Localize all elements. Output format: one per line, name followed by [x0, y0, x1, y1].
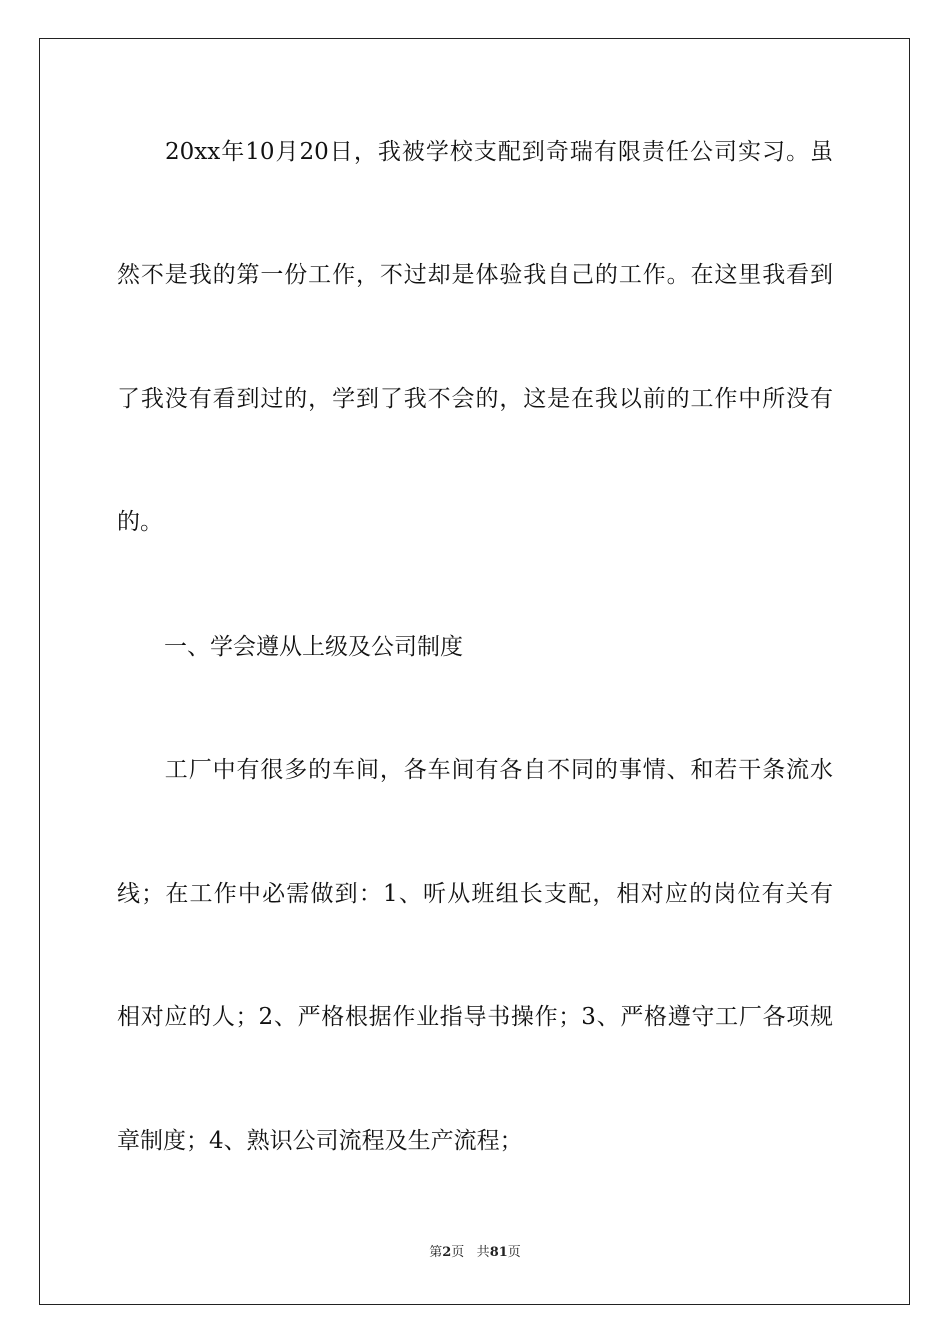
paragraph-1-line-2: 然不是我的第一份工作，不过却是体验我自己的工作。在这里我看到 [117, 262, 833, 288]
paragraph-1-line-3: 了我没有看到过的，学到了我不会的，这是在我以前的工作中所没有 [117, 386, 833, 412]
paragraph-2-line-2: 线；在工作中必需做到：1、听从班组长支配，相对应的岗位有关有 [117, 881, 833, 907]
page-border [39, 38, 910, 1305]
paragraph-2-line-4: 章制度；4、熟识公司流程及生产流程； [117, 1128, 523, 1154]
footer-total-pages: 81 [489, 1245, 508, 1260]
paragraph-2-line-1: 工厂中有很多的车间，各车间有各自不同的事情、和若干条流水 [117, 757, 833, 783]
page-footer [0, 1244, 950, 1262]
footer-page-prefix: 第 [429, 1245, 443, 1260]
paragraph-2-line-3: 相对应的人；2、严格根据作业指导书操作；3、严格遵守工厂各项规 [117, 1004, 833, 1030]
footer-total-suffix: 页 [507, 1245, 521, 1260]
paragraph-1-line-4: 的。 [117, 509, 163, 535]
footer-page-number: 2 [442, 1245, 452, 1260]
footer-total-prefix: 共 [476, 1245, 490, 1260]
paragraph-1-line-1: 20xx年10月20日，我被学校支配到奇瑞有限责任公司实习。虽 [117, 139, 833, 165]
section-heading: 一、学会遵从上级及公司制度 [164, 634, 463, 660]
footer-page-suffix: 页 [451, 1245, 465, 1260]
